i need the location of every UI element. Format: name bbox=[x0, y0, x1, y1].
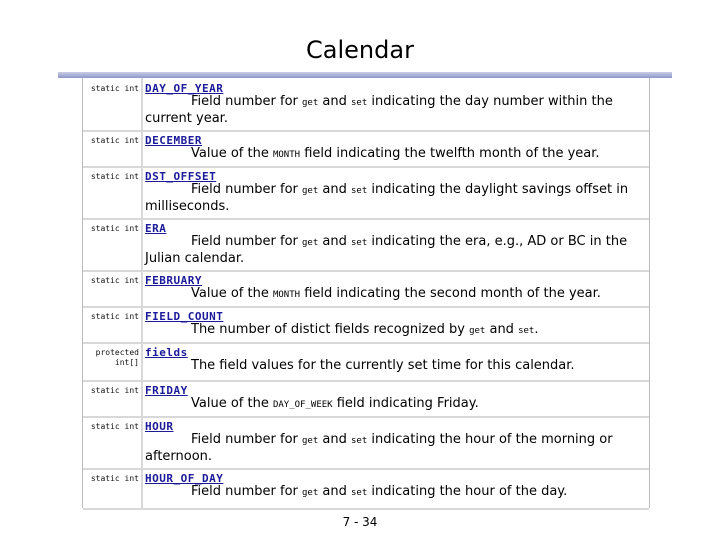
table-row bbox=[83, 166, 649, 220]
field-description: Field number for get and set indicating the hour of the morning or afternoon. bbox=[145, 432, 613, 464]
field-modifier: protected int[] bbox=[83, 342, 143, 380]
field-name-link[interactable]: HOUR_OF_DAY bbox=[145, 472, 224, 485]
page-number: 7 - 34 bbox=[342, 515, 378, 529]
field-modifier: static int bbox=[83, 270, 143, 306]
code-token: MONTH bbox=[272, 290, 301, 300]
code-token: get bbox=[302, 98, 319, 108]
field-modifier: static int bbox=[83, 218, 143, 270]
table-row bbox=[83, 468, 649, 510]
field-name-link[interactable]: ERA bbox=[145, 222, 167, 235]
field-name-link[interactable]: DAY_OF_YEAR bbox=[145, 82, 224, 95]
table-row bbox=[83, 416, 649, 470]
table-row bbox=[83, 130, 649, 168]
code-token: set bbox=[351, 98, 368, 108]
field-summary-table bbox=[82, 78, 650, 508]
field-description: Field number for get and set indicating the day number within the current year. bbox=[145, 94, 613, 126]
code-token: set bbox=[351, 186, 368, 196]
field-description: Value of the MONTH field indicating the twelfth month of the year. bbox=[191, 146, 600, 161]
field-modifier: static int bbox=[83, 468, 143, 508]
field-entry bbox=[145, 218, 643, 266]
table-row bbox=[83, 342, 649, 382]
field-entry bbox=[145, 270, 643, 303]
field-entry bbox=[145, 306, 643, 339]
field-description: Field number for get and set indicating the daylight savings offset in milliseconds. bbox=[145, 182, 629, 214]
code-token: MONTH bbox=[272, 150, 301, 160]
field-description: The number of distict fields recognized by get and set. bbox=[191, 322, 539, 337]
field-entry bbox=[145, 130, 643, 163]
code-token: set bbox=[518, 326, 535, 336]
field-description: Value of the MONTH field indicating the second month of the year. bbox=[191, 286, 601, 301]
field-modifier: static int bbox=[83, 306, 143, 342]
field-entry bbox=[145, 166, 643, 214]
field-description: Field number for get and set indicating the hour of the day. bbox=[191, 484, 568, 499]
field-entry bbox=[145, 380, 643, 413]
code-token: set bbox=[351, 238, 368, 248]
field-entry bbox=[145, 416, 643, 464]
field-description: Field number for get and set indicating the era, e.g., AD or BC in the Julian calendar. bbox=[145, 234, 628, 266]
field-name-link[interactable]: FEBRUARY bbox=[145, 274, 202, 287]
code-token: set bbox=[351, 436, 368, 446]
field-modifier: static int bbox=[83, 380, 143, 416]
table-row bbox=[83, 270, 649, 308]
field-entry bbox=[145, 468, 643, 501]
field-modifier: static int bbox=[83, 130, 143, 166]
field-name-link[interactable]: DECEMBER bbox=[145, 134, 202, 147]
field-name-link[interactable]: fields bbox=[145, 346, 188, 359]
table-row bbox=[83, 78, 649, 132]
code-token: get bbox=[302, 436, 319, 446]
code-token: get bbox=[302, 186, 319, 196]
field-description: Value of the DAY_OF_WEEK field indicating Friday. bbox=[191, 396, 479, 411]
code-token: get bbox=[302, 238, 319, 248]
field-description: The field values for the currently set time for this calendar. bbox=[191, 358, 575, 373]
field-name-link[interactable]: FRIDAY bbox=[145, 384, 188, 397]
table-row bbox=[83, 380, 649, 418]
code-token: DAY_OF_WEEK bbox=[272, 400, 333, 410]
code-token: set bbox=[351, 488, 368, 498]
field-modifier: static int bbox=[83, 78, 143, 130]
field-entry bbox=[145, 78, 643, 126]
table-row bbox=[83, 218, 649, 272]
code-token: get bbox=[469, 326, 486, 336]
code-token: get bbox=[302, 488, 319, 498]
field-name-link[interactable]: DST_OFFSET bbox=[145, 170, 217, 183]
table-row bbox=[83, 306, 649, 344]
slide-title: Calendar bbox=[306, 36, 414, 64]
field-entry bbox=[145, 342, 643, 373]
field-name-link[interactable]: HOUR bbox=[145, 420, 174, 433]
field-modifier: static int bbox=[83, 416, 143, 468]
field-name-link[interactable]: FIELD_COUNT bbox=[145, 310, 224, 323]
field-modifier: static int bbox=[83, 166, 143, 218]
